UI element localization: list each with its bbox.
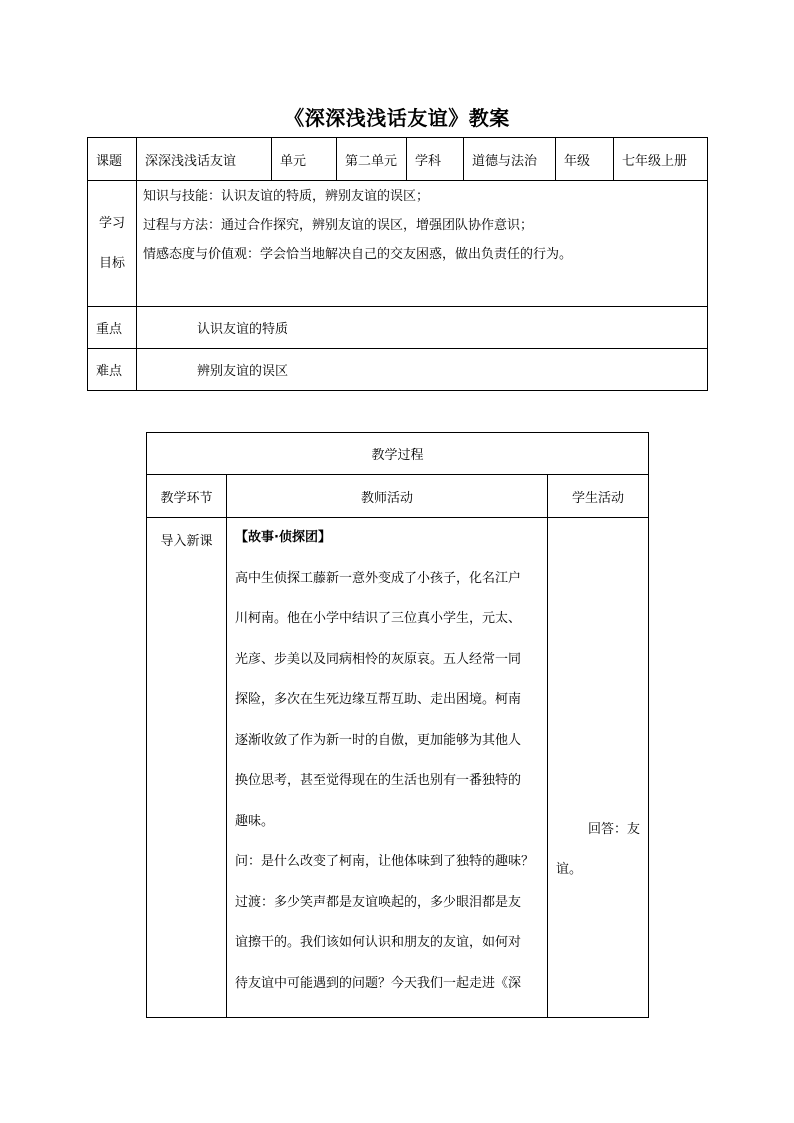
stage-header: 教学环节: [147, 475, 227, 518]
grade-label: 年级: [556, 138, 614, 181]
teacher-line: 光彦、步美以及同病相怜的灰原哀。五人经常一同: [235, 651, 522, 667]
objectives-row: [88, 181, 708, 307]
student-activity-header: 学生活动: [548, 475, 649, 518]
process-header-row: [147, 475, 649, 518]
teacher-line: 换位思考，甚至觉得现在的生活也别有一番独特的: [235, 773, 522, 788]
objectives-label-line1: 学习: [98, 215, 125, 231]
document-title: 《深深浅浅话友谊》教案: [284, 106, 510, 130]
objective-attitude: 情感态度与价值观：学会恰当地解决自己的交友困惑，做出负责任的行为。: [143, 247, 573, 262]
process-title-row: [147, 433, 649, 475]
teacher-line: 高中生侦探工藤新一意外变成了小孩子，化名江户: [235, 570, 522, 586]
student-activity-content: [548, 518, 649, 1018]
difficulty-row: [88, 349, 708, 391]
key-point-value: 认识友谊的特质: [137, 307, 708, 349]
key-point-label: 重点: [88, 307, 137, 349]
objectives-label-line2: 目标: [98, 255, 125, 271]
transition-line: 过渡：多少笑声都是友谊唤起的，多少眼泪都是友: [235, 894, 522, 910]
student-answer-line2: 谊。: [556, 862, 583, 877]
teacher-line: 谊擦干的。我们该如何认识和朋友的友谊，如何对: [235, 935, 522, 950]
teaching-process-table: [146, 432, 649, 1018]
student-answer-line1: 回答：友: [587, 822, 640, 837]
unit-label: 单元: [272, 138, 337, 181]
objective-process: 过程与方法：通过合作探究，辨别友谊的误区，增强团队协作意识；: [143, 218, 534, 233]
objectives-label: [88, 181, 137, 307]
info-row-basic: [88, 138, 708, 181]
objectives-content: [137, 181, 708, 307]
process-title: 教学过程: [147, 433, 649, 475]
topic-value: 深深浅浅话友谊: [137, 138, 272, 181]
objective-knowledge: 知识与技能：认识友谊的特质，辨别友谊的误区；: [143, 189, 430, 204]
teacher-line: 趣味。: [235, 813, 275, 829]
topic-label: 课题: [88, 138, 137, 181]
unit-value: 第二单元: [337, 138, 407, 181]
teacher-line: 探险，多次在生死边缘互帮互助、走出困境。柯南: [235, 692, 522, 707]
teacher-line: 待友谊中可能遇到的问题？今天我们一起走进《深: [235, 975, 522, 991]
teacher-activity-content: [227, 518, 548, 1018]
teacher-activity-header: 教师活动: [227, 475, 548, 518]
subject-label: 学科: [407, 138, 464, 181]
teacher-line: 逐渐收敛了作为新一时的自傲，更加能够为其他人: [235, 732, 522, 748]
story-heading: 【故事·侦探团】: [235, 530, 331, 545]
intro-row: [147, 518, 649, 1018]
stage-intro: 导入新课: [147, 518, 227, 1018]
grade-value: 七年级上册: [614, 138, 708, 181]
difficulty-value: 辨别友谊的误区: [137, 349, 708, 391]
difficulty-label: 难点: [88, 349, 137, 391]
subject-value: 道德与法治: [464, 138, 556, 181]
question-line: 问：是什么改变了柯南，让他体味到了独特的趣味？: [235, 854, 535, 869]
teacher-line: 川柯南。他在小学中结识了三位真小学生，元太、: [235, 611, 522, 626]
lesson-info-table: [87, 137, 708, 391]
key-point-row: [88, 307, 708, 349]
